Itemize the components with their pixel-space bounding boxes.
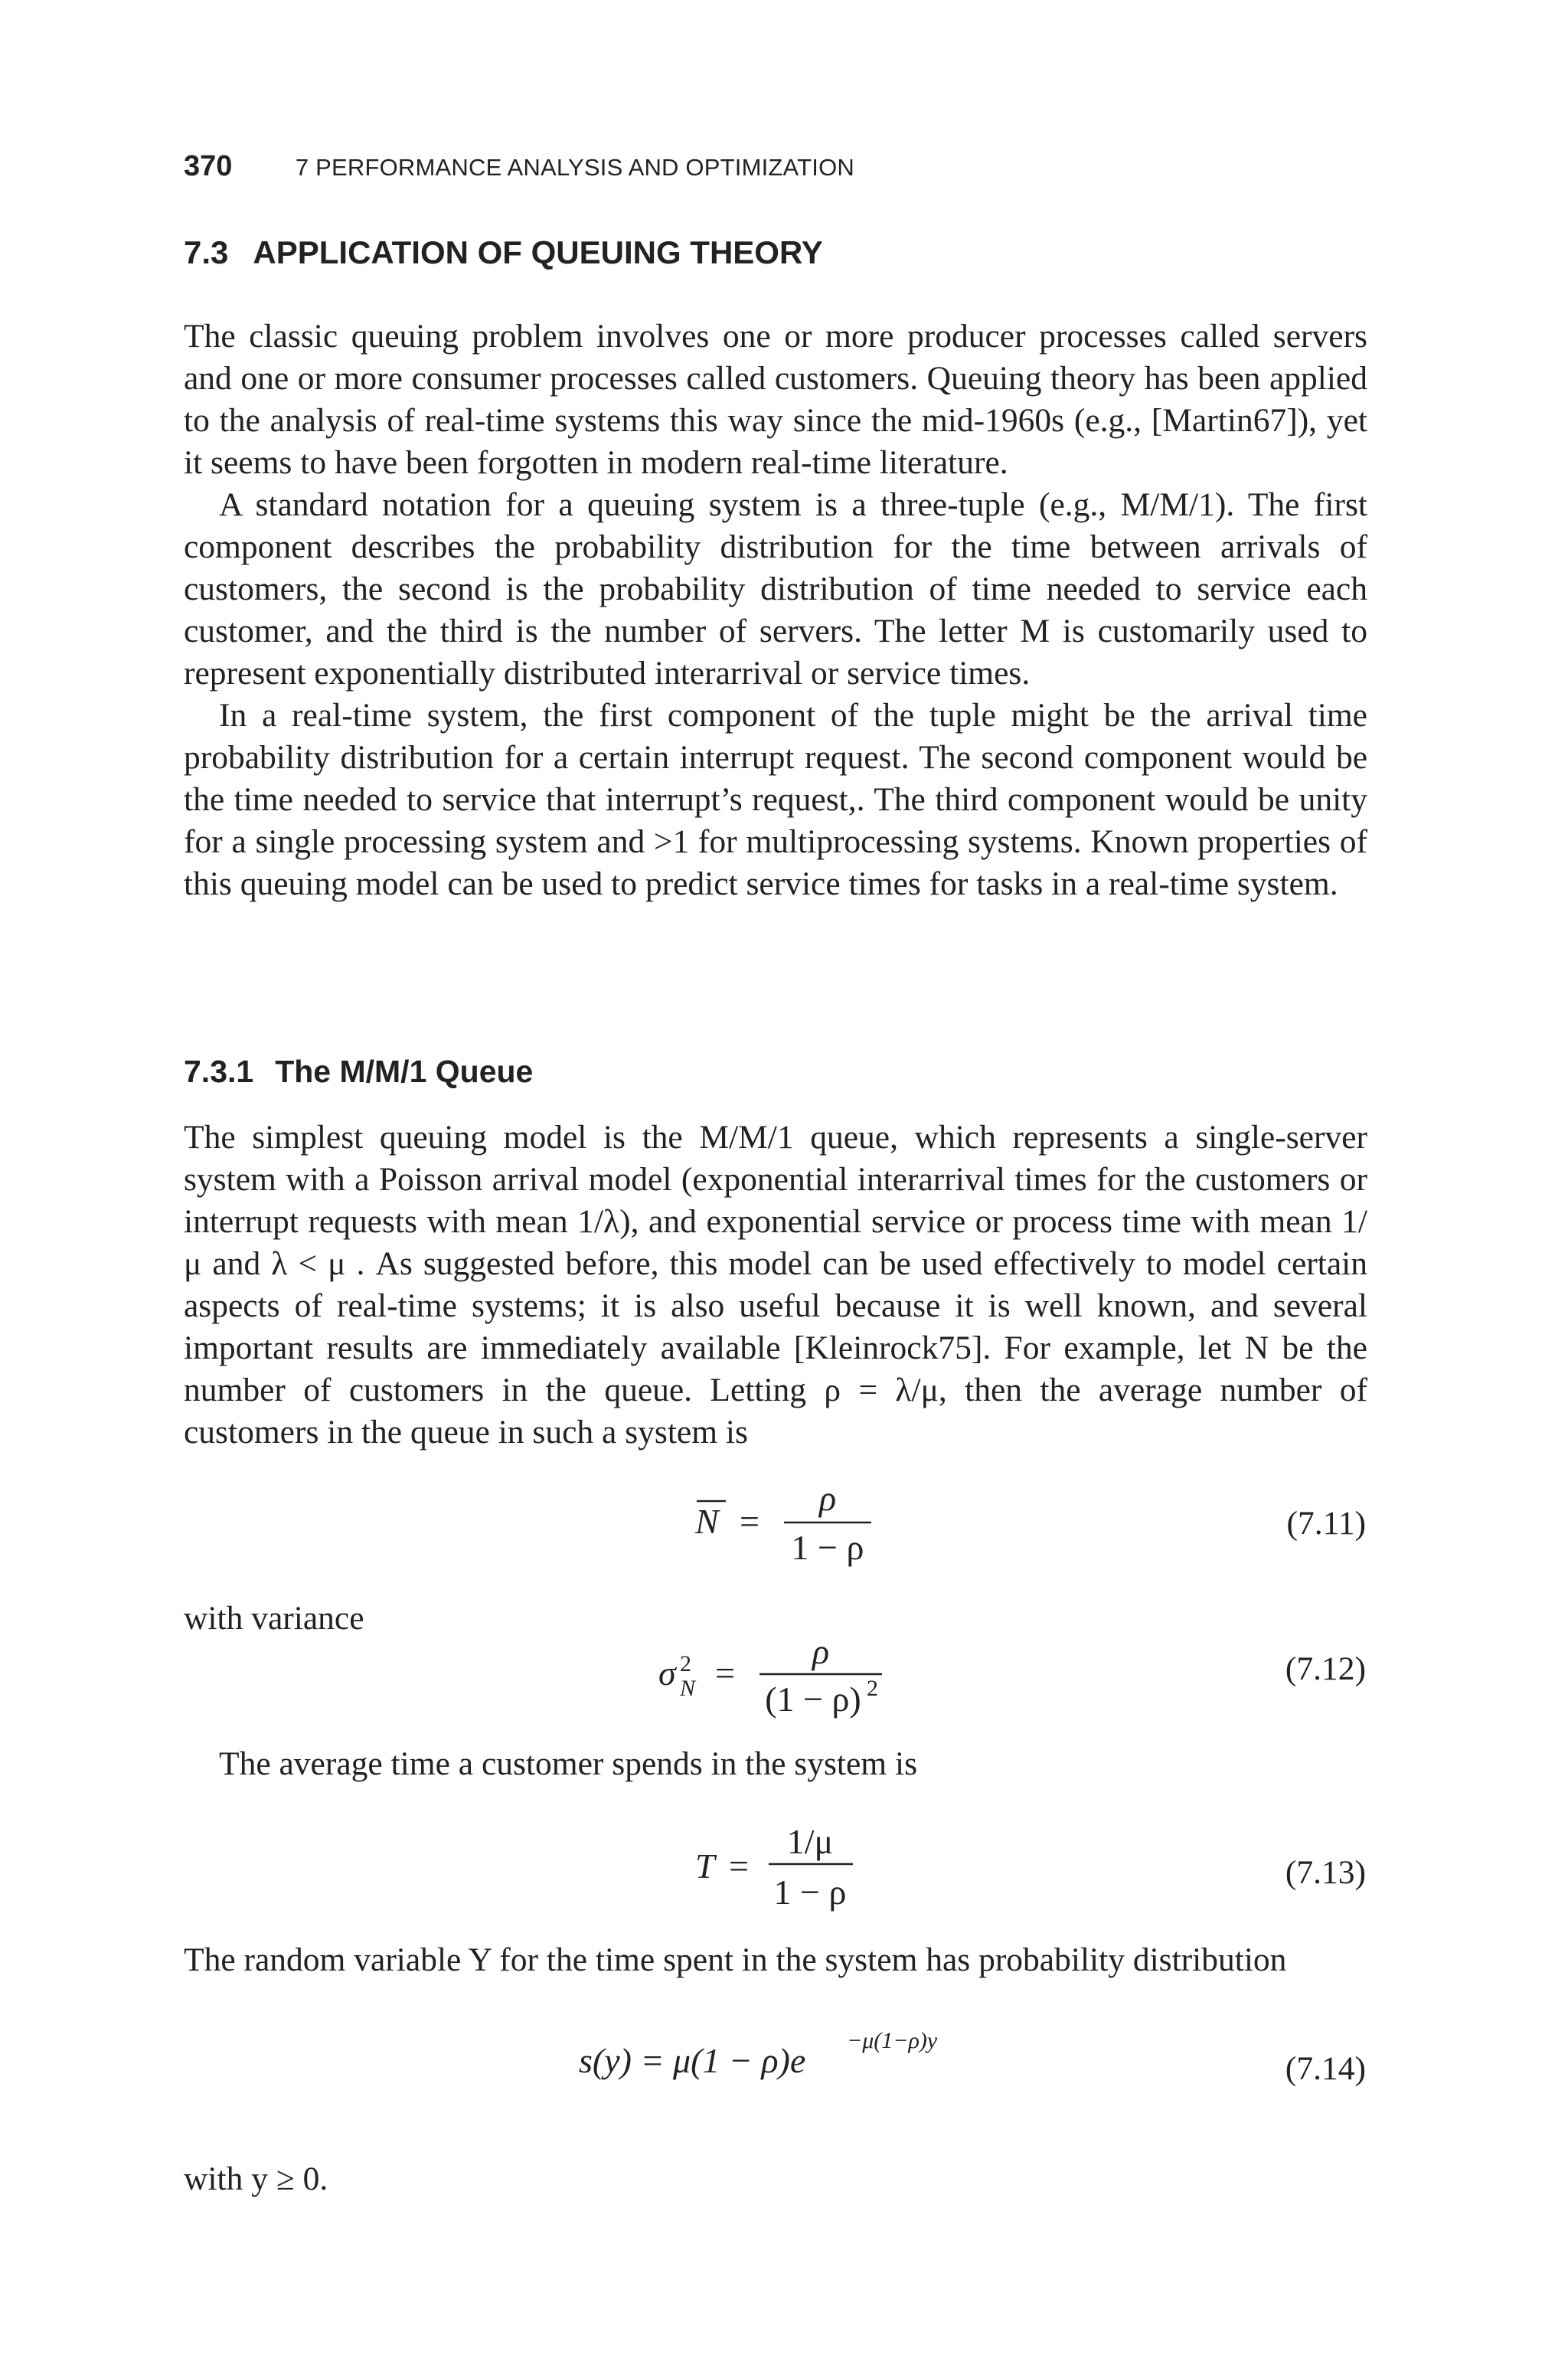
paragraph: The random variable Y for the time spent in the system has probability distribution — [184, 1941, 1287, 1978]
equation-7-14 — [579, 2022, 1008, 2098]
eq-denominator: 1 − ρ — [773, 1872, 847, 1912]
eq-denominator: (1 − ρ) — [765, 1680, 861, 1719]
equation-7-12 — [658, 1625, 934, 1732]
random-variable-paragraph — [184, 1939, 1367, 1981]
eq-numerator: ρ — [812, 1632, 830, 1671]
eq-exponent: −μ(1−ρ)y — [847, 2028, 938, 2053]
eq-lhs: σ — [658, 1653, 676, 1693]
eq-expression: s(y) = μ(1 − ρ)e — [579, 2041, 806, 2080]
equation-number: (7.11) — [1286, 1505, 1366, 1542]
with-variance-text: with variance — [184, 1600, 364, 1637]
paragraph: A standard notation for a queuing system is a three-tuple (e.g., M/M/1). The first component describes the probability distribution for the time between arrivals of customers, the second is the probability distribution of time needed to service each customer, and the third is the number of servers. The letter M is customarily used to represent exponentially distributed interarrival or service times. — [184, 486, 1367, 692]
eq-lhs: N — [695, 1502, 719, 1541]
eq-numerator: ρ — [818, 1479, 837, 1518]
running-head: 7 PERFORMANCE ANALYSIS AND OPTIMIZATION — [295, 154, 854, 181]
eq-lhs: T — [695, 1846, 715, 1886]
average-time-text: The average time a customer spends in the system is — [219, 1745, 918, 1782]
equation-7-13 — [689, 1815, 919, 1922]
subsection-body — [184, 1117, 1367, 1454]
section-body — [184, 316, 1367, 905]
equals-sign: = — [715, 1653, 735, 1693]
condition-text: with y ≥ 0. — [184, 2160, 328, 2197]
eq-numerator: 1/μ — [786, 1822, 834, 1861]
paragraph: In a real-time system, the first component of the tuple might be the arrival time probability distribution for a certain interrupt request. The second component would be the time needed to service that interrupt’s request,. The third component would be unity for a single processing system and >1 for multiprocessing systems. Known properties of this queuing model can be used to predict service times for tasks in a real-time system. — [184, 697, 1367, 902]
page-number: 370 — [184, 150, 233, 182]
eq-lhs-subscript: N — [680, 1676, 696, 1701]
equation-number: (7.14) — [1285, 2050, 1366, 2087]
section-heading — [184, 234, 823, 271]
eq-denominator-superscript: 2 — [867, 1676, 878, 1701]
eq-lhs-superscript: 2 — [680, 1651, 691, 1676]
equals-sign: = — [740, 1502, 760, 1541]
section-number: 7.3 — [184, 234, 229, 270]
section-title: APPLICATION OF QUEUING THEORY — [253, 234, 823, 270]
equation-7-11 — [674, 1479, 903, 1593]
eq-denominator: 1 − ρ — [791, 1528, 864, 1567]
subsection-heading — [184, 1054, 533, 1090]
equation-number: (7.12) — [1285, 1650, 1366, 1687]
running-header — [184, 150, 854, 183]
subsection-number: 7.3.1 — [184, 1054, 254, 1089]
equals-sign: = — [729, 1846, 749, 1886]
paragraph: The simplest queuing model is the M/M/1 queue, which represents a single-server system with a Poisson arrival model (exponential interarrival times for the customers or interrupt requests with mean 1/λ), and exponential service or process time with mean 1/μ and λ < μ . As suggested before, this model can be used effectively to model certain aspects of real-time systems; it is also useful because it is well known, and several important results are immediately available [Kleinrock75]. For example, let N be the number of customers in the queue. Letting ρ = λ/μ, then the average number of customers in the queue in such a system is — [184, 1119, 1367, 1451]
subsection-title: The M/M/1 Queue — [275, 1054, 534, 1089]
equation-number: (7.13) — [1285, 1854, 1366, 1891]
paragraph: The classic queuing problem involves one or more producer processes called servers and one or more consumer processes called customers. Queuing theory has been applied to the analysis of real-time systems this way since the mid-1960s (e.g., [Martin67]), yet it seems to have been forgotten in modern real-time literature. — [184, 318, 1367, 481]
